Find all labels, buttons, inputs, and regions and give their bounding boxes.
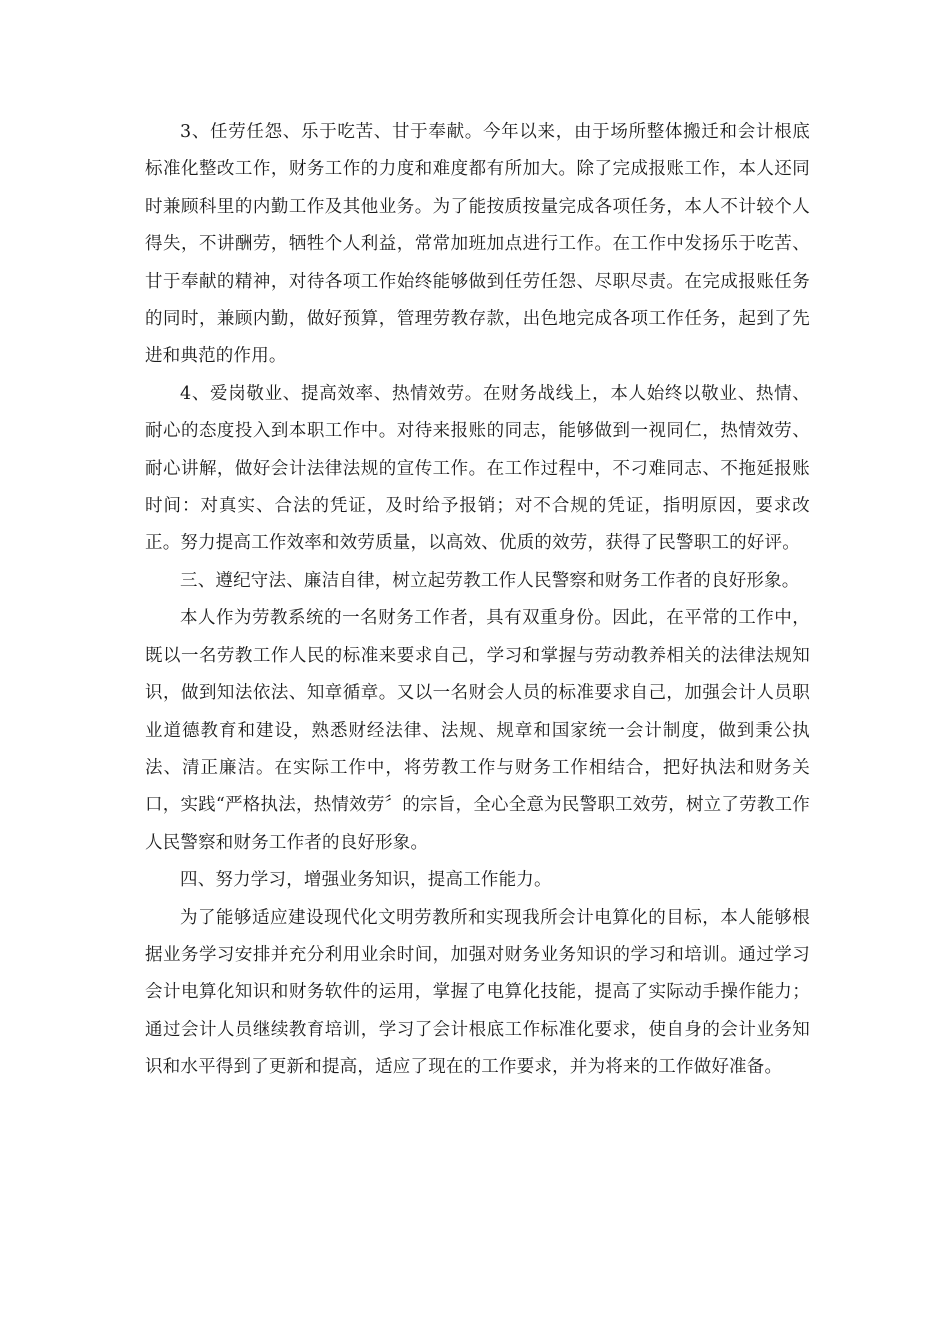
section-4-body: 为了能够适应建设现代化文明劳教所和实现我所会计电算化的目标，本人能够根据业务学习安排并充分利用业余时间，加强对财务业务知识的学习和培训。通过学习会计电算化知识和财务软件的运用，掌握了电算化技能，提高了实际动手操作能力；通过会计人员继续教育培训，学习了会计根底工作标准化要求，使自身的会计业务知识和水平得到了更新和提高，适应了现在的工作要求，并为将来的工作做好准备。 [145,907,810,1078]
section-heading-4: 四、努力学习，增强业务知识，提高工作能力。 [180,870,552,891]
paragraph-item-3: 3、任劳任怨、乐于吃苦、甘于奉献。今年以来，由于场所整体搬迁和会计根底标准化整改工作，财务工作的力度和难度都有所加大。除了完成报账工作，本人还同时兼顾科里的内勤工作及其他业务。为了能按质按量完成各项任务，本人不计较个人得失，不讲酬劳，牺牲个人利益，常常加班加点进行工作。在工作中发扬乐于吃苦、甘于奉献的精神，对待各项工作始终能够做到任劳任怨、尽职尽责。在完成报账任务的同时，兼顾内勤，做好预算，管理劳教存款，出色地完成各项工作任务，起到了先进和典范的作用。 [145,122,810,367]
section-heading-3: 三、遵纪守法、廉洁自律，树立起劳教工作人民警察和财务工作者的良好形象。 [180,570,800,591]
paragraph-item-4: 4、爱岗敬业、提高效率、热情效劳。在财务战线上，本人始终以敬业、热情、耐心的态度投入到本职工作中。对待来报账的同志，能够做到一视同仁，热情效劳、耐心讲解，做好会计法律法规的宣传工作。在工作过程中，不刁难同志、不拖延报账时间：对真实、合法的凭证，及时给予报销；对不合规的凭证，指明原因，要求改正。努力提高工作效率和效劳质量，以高效、优质的效劳，获得了民警职工的好评。 [145,383,810,554]
section-3-body: 本人作为劳教系统的一名财务工作者，具有双重身份。因此，在平常的工作中，既以一名劳教工作人民的标准来要求自己，学习和掌握与劳动教养相关的法律法规知识，做到知法依法、知章循章。又以一名财会人员的标准要求自己，加强会计人员职业道德教育和建设，熟悉财经法律、法规、规章和国家统一会计制度，做到秉公执法、清正廉洁。在实际工作中，将劳教工作与财务工作相结合，把好执法和财务关口，实践“严格执法，热情效劳〞的宗旨，全心全意为民警职工效劳，树立了劳教工作人民警察和财务工作者的良好形象。 [145,608,810,853]
document-body [145,114,810,1087]
